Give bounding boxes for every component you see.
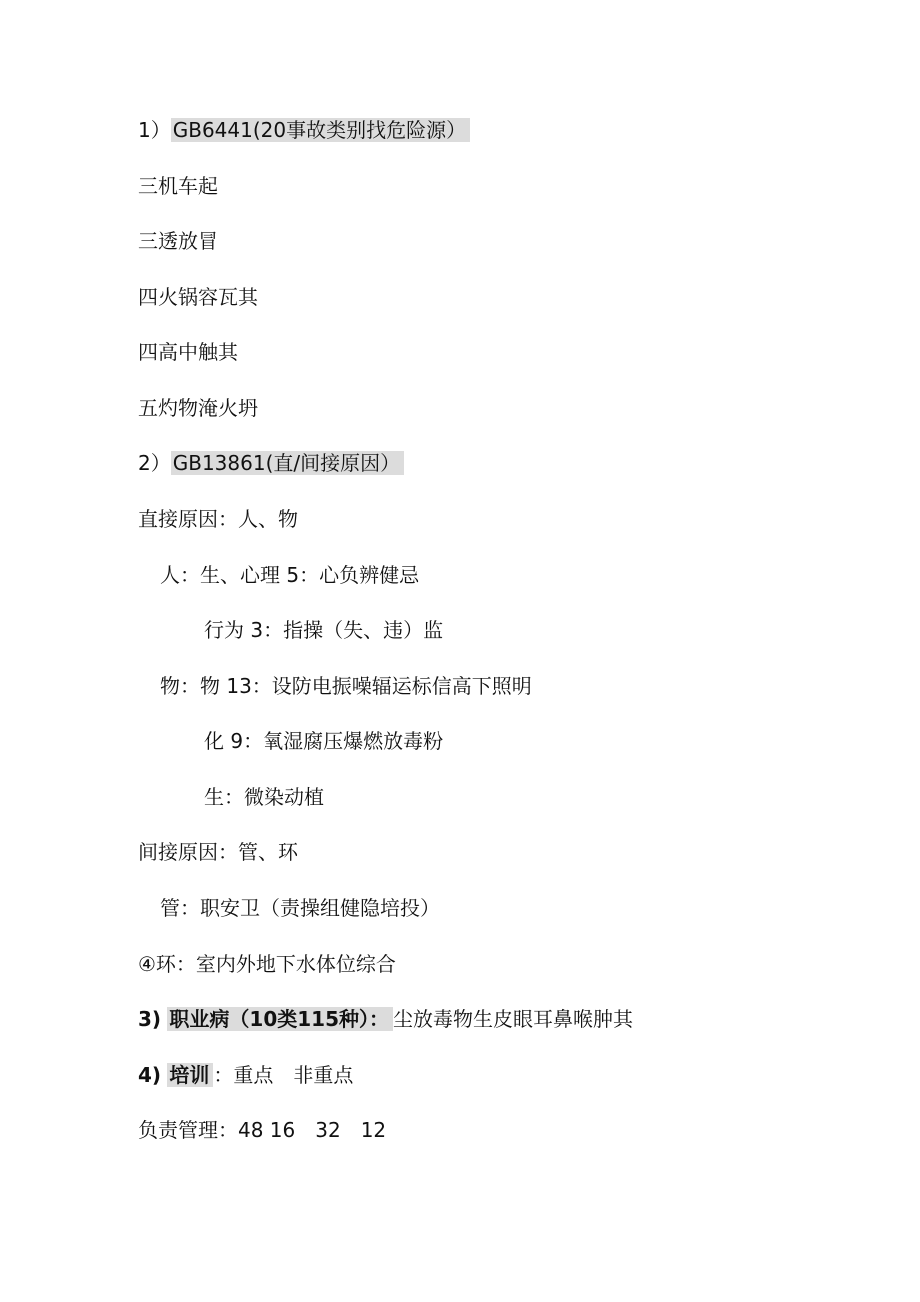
highlighted-title: 职业病（10类115种）： [167,1007,393,1031]
text-line: 直接原因：人、物 [138,507,298,531]
text-line: 五灼物淹火坍 [138,396,258,420]
text-line: 物：物 13：设防电振噪辐运标信高下照明 [160,674,532,698]
heading-training [138,1060,353,1090]
heading-gb6441 [138,115,470,145]
text-line: ④环：室内外地下水体位综合 [138,952,396,976]
text-line: 生：微染动植 [204,785,324,809]
highlighted-title: GB13861(直/间接原因） [171,451,404,475]
text-line: 化 9：氧湿腐压爆燃放毒粉 [204,729,444,753]
highlighted-title: 培训 [167,1063,213,1087]
list-number: 4) [138,1063,162,1087]
list-number: 1） [138,118,171,142]
text-line: 三透放冒 [138,229,218,253]
text-line: 负责管理：48 16 32 12 [138,1118,387,1142]
heading-occupational-disease [138,1004,633,1034]
text-line: 三机车起 [138,174,218,198]
text-line: 管：职安卫（责操组健隐培投） [160,896,440,920]
text-line: 人：生、心理 5：心负辨健忌 [160,563,420,587]
line-rest: 尘放毒物生皮眼耳鼻喉肿其 [393,1007,634,1031]
line-rest: ：重点 非重点 [213,1063,354,1087]
text-line: 行为 3：指操（失、违）监 [204,618,444,642]
text-line: 四火锅容瓦其 [138,285,258,309]
highlighted-title: GB6441(20事故类别找危险源） [171,118,470,142]
list-number: 2） [138,451,171,475]
heading-gb13861 [138,448,404,478]
text-line: 间接原因：管、环 [138,840,298,864]
text-line: 四高中触其 [138,340,238,364]
list-number: 3) [138,1007,162,1031]
